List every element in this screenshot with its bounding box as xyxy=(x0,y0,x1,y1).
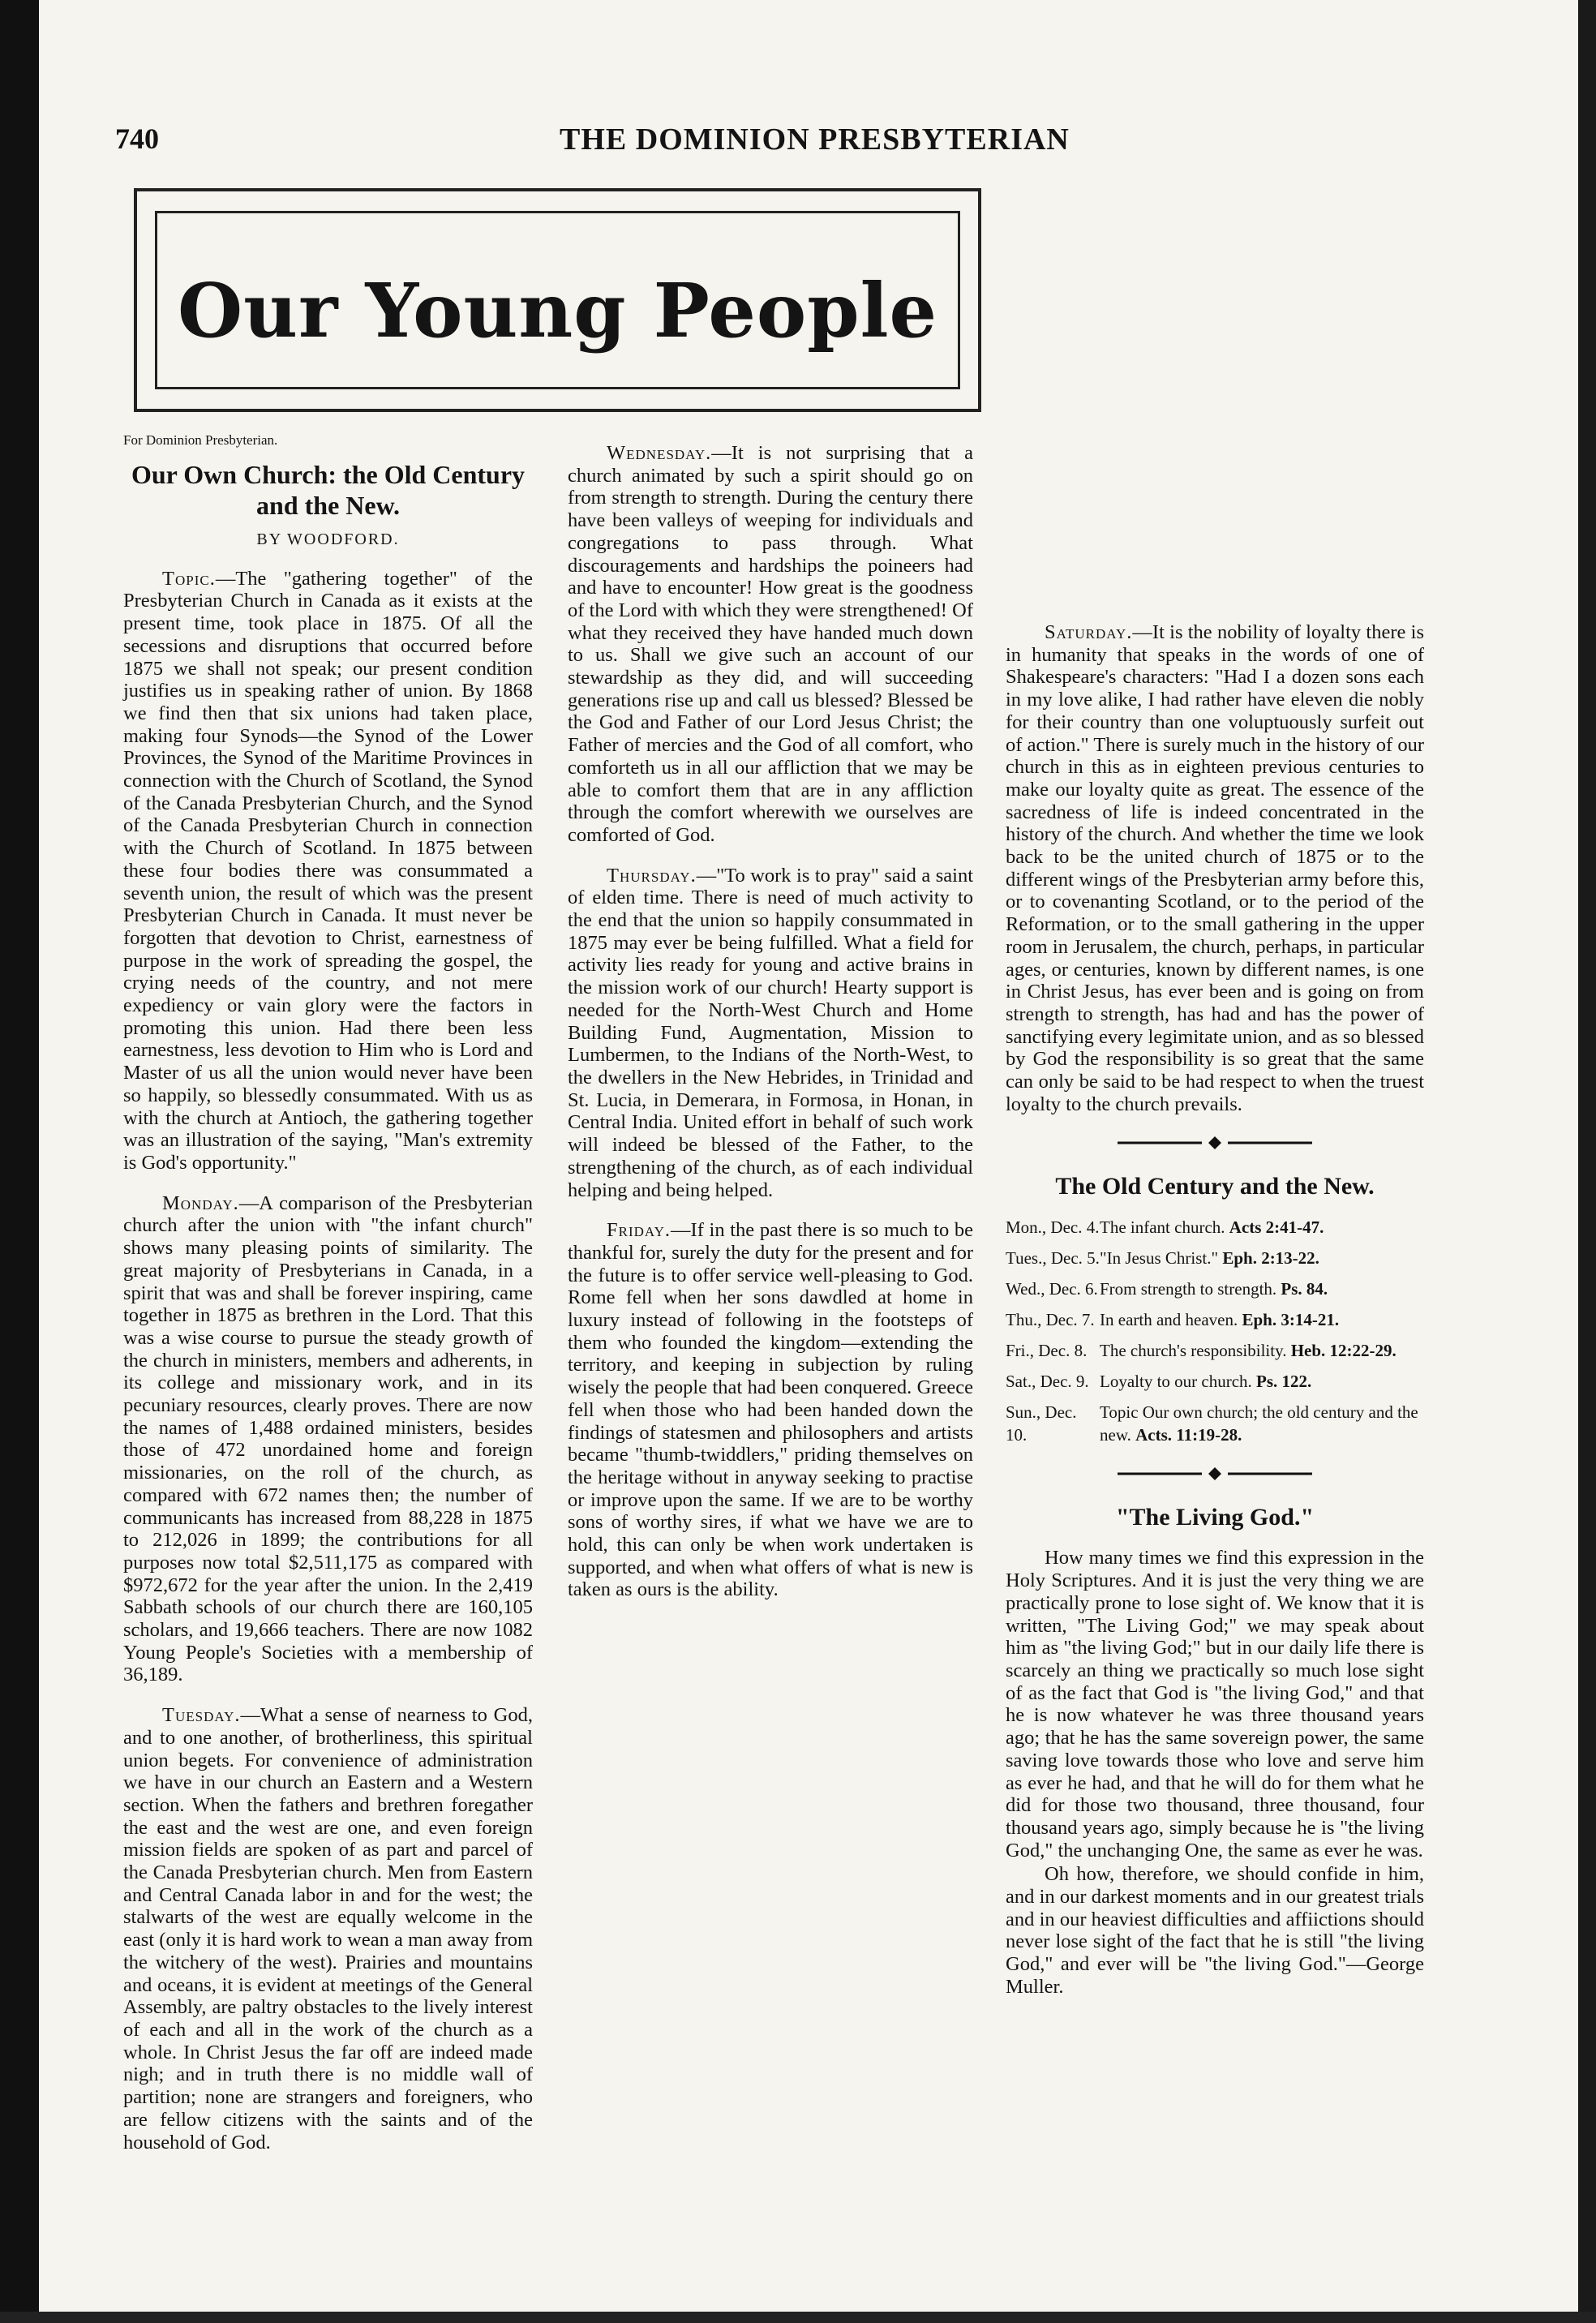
reading-topic: Topic Our own church; the old century and the new. xyxy=(1100,1402,1418,1445)
article-title xyxy=(123,459,533,521)
friday-text: —If in the past there is so much to be thankful for, surely the duty for the present and for the future is to offer service well-pleasing to God. Rome fell when her sons dawdled at home in luxury instead of following in the footsteps of them who founded the kingdom—extending the territory, and keeping in subjection by ruling wisely the people that had been conquered. Greece fell when those who had been handed down the findings of statesmen and philosophers and artists became "thumb-twiddlers," priding themselves on the heritage without in anyway seeking to practise or improve upon the same. If we are to be worthy sons of worthy sires, if what we have we are to hold, this can only be when work undertaken is supported, and when what offers of what is new is taken as ours is the ability. xyxy=(568,1219,973,1601)
divider-ornament xyxy=(1118,1464,1312,1484)
article-title-line-2: and the New. xyxy=(256,491,400,520)
living-god-paragraph-2: Oh how, therefore, we should confide in him, and in our darkest moments and in our greatest trials and in our heaviest difficulties and affiictions should never lose sight of the fact that he is still "the living God," and ever will be "the living God."—George Muller. xyxy=(1006,1863,1424,1998)
reading-topic: The infant church. xyxy=(1100,1217,1225,1238)
reading-item xyxy=(1006,1216,1424,1239)
reading-date: Tues., Dec. 5. xyxy=(1006,1248,1100,1269)
topic-label: Topic. xyxy=(162,567,216,590)
tuesday-label: Tuesday. xyxy=(162,1704,241,1727)
paragraph-topic xyxy=(123,568,533,1174)
section-banner xyxy=(134,188,981,412)
article-byline: BY WOODFORD. xyxy=(256,530,400,548)
reading-topic: From strength to strength. xyxy=(1100,1279,1277,1299)
paragraph-saturday xyxy=(1006,621,1424,1115)
section-banner-title: Our Young People xyxy=(177,267,938,354)
page-number: 740 xyxy=(115,122,159,155)
monday-text: —A comparison of the Presbyterian church after the union with "the infant church" shows many pleasing points of similarity. The great majority of Presbyterians in Canada, in a spirit that was and shall be forever inspiring, came together in 1875 as brethren in the Lord. That this was a wise course to pursue the steady growth of the church in ministers, members and adherents, in its college and missionary work, and in its pecuniary resources, clearly proves. There are now the names of 1,488 ordained ministers, besides those of 472 unordained home and foreign missionaries, on the roll of the church, as compared with 672 names then; the number of communicants has increased from 88,228 in 1875 to 212,026 in 1899; the contributions for all purposes now total $2,511,175 as compared with $972,672 for the year after the union. In the 2,419 Sabbath schools of our church there are 160,105 scholars, and 19,666 teachers. There are now 1082 Young People's Societies with a membership of 36,189. xyxy=(123,1192,533,1686)
monday-label: Monday. xyxy=(162,1192,239,1214)
reading-reference: Acts 2:41-47. xyxy=(1229,1217,1324,1238)
running-title: THE DOMINION PRESBYTERIAN xyxy=(560,122,1070,157)
wednesday-label: Wednesday. xyxy=(607,442,712,464)
reading-date: Sun., Dec. 10. xyxy=(1006,1402,1077,1445)
paragraph-monday xyxy=(123,1192,533,1686)
reading-item xyxy=(1006,1308,1424,1331)
reading-date: Fri., Dec. 8. xyxy=(1006,1341,1088,1361)
living-god-paragraph-1: How many times we find this expression in the Holy Scriptures. And it is just the very thing we are practically prone to lose sight of. We know that it is written, "The Living God;" we may speak about him as "the living God;" but in our daily life there is scarcely an thing we practically so much lose sight of as the fact that God is "the living God," and that he is now whatever he was three thousand years ago; that he has the same sovereign power, the same saving love towards those who love and serve him as ever he had, and that he will do for them what he did for those two thousand, three thousand, four thousand years ago, simply because he is "the living God," the unchanging One, the same as ever he was. xyxy=(1006,1547,1424,1861)
topic-text: —The "gathering together" of the Presbyterian Church in Canada as it exists at the present time, took place in 1875. Of all the secessions and disruptions that occurred before 1875 we shall not speak; our present condition justifies us in speaking rather of union. By 1868 we find then that six unions had taken place, making four Synods—the Synod of the Lower Provinces, the Synod of the Maritime Provinces in connection with the Church of Scotland, the Synod of the Canada Presbyterian Church, and the Synod of the Canada Presbyterian Church in connection with the Church of Scotland. In 1875 between these four bodies there was consummated a seventh union, the result of which was the present Presbyterian Church in Canada. It must never be forgotten that devotion to Christ, earnestness of purpose in the work of spreading the gospel, the crying needs of the country, and not mere expediency or vain glory were the factors in promoting this union. Had there been less earnestness, less devotion to Him who is Lord and Master of us all the union would never have been so happily, so blessedly consummated. With us as with the church at Antioch, the gathering together was an illustration of the saying, "Man's extremity is God's opportunity." xyxy=(123,567,533,1174)
paragraph-friday xyxy=(568,1219,973,1601)
reading-reference: Acts. 11:19-28. xyxy=(1135,1425,1242,1445)
reading-date: Mon., Dec. 4. xyxy=(1006,1217,1100,1238)
scan-edge-left xyxy=(0,0,39,2323)
scan-edge-bottom xyxy=(0,2312,1596,2323)
reading-item xyxy=(1006,1339,1424,1362)
reading-date: Thu., Dec. 7. xyxy=(1006,1310,1095,1330)
reading-date: Sat., Dec. 9. xyxy=(1006,1372,1089,1392)
reading-reference: Eph. 2:13-22. xyxy=(1222,1248,1319,1269)
reading-item xyxy=(1006,1370,1424,1393)
scan-edge-right xyxy=(1578,0,1596,2323)
reading-topic: The church's responsibility. xyxy=(1100,1341,1287,1361)
column-2 xyxy=(568,442,973,1601)
reading-topic: In earth and heaven. xyxy=(1100,1310,1238,1330)
reading-item xyxy=(1006,1277,1424,1300)
daily-readings-list xyxy=(1006,1216,1424,1446)
living-god-title: "The Living God." xyxy=(1115,1504,1315,1531)
reading-topic: "In Jesus Christ." xyxy=(1100,1248,1219,1269)
reading-item xyxy=(1006,1247,1424,1269)
article-credit: For Dominion Presbyterian. xyxy=(123,432,278,448)
thursday-label: Thursday. xyxy=(607,864,697,887)
thursday-text: —"To work is to pray" said a saint of elden time. There is need of much activity to the end that the union so happily consummated in 1875 may ever be being fulfilled. What a field for activity lies ready for young and active brains in the mission work of our church! Hearty support is needed for the North-West Church and Home Building Fund, Augmentation, Mission to Lumbermen, to the Indians of the North-West, to the dwellers in the New Hebrides, in Trinidad and St. Lucia, in Demerara, in Formosa, in Honan, in Central India. United effort in behalf of such work will indeed be blessed of the Father, to the strengthening of the church, as of each individual helping and being helped. xyxy=(568,864,973,1201)
section-banner-inner-frame xyxy=(155,211,960,389)
saturday-text: —It is the nobility of loyalty there is in humanity that speaks in the words of one of Shakespeare's characters: "Had I a dozen sons each in my love alike, I had rather have eleven die nobly for their country than one voluptuously surfeit out of action." There is surely much in the history of our church in this as in eighteen previous centuries to make our loyalty quite as great. The essence of the sacredness of life is indeed concentrated in the history of the church. And whether the time we look back to be the united church of 1875 or to the different wings of the Presbyterian army before this, or to covenanting Scotland, or to the period of the Reformation, or to the small gathering in the upper room in Jerusalem, the church, perhaps, in particular ages, or centuries, known by different names, is one in Christ Jesus, has ever been and is going on from strength to strength, has had and has the power of sanctifying every legimitate union, and as so blessed by God the responsibility is so great that the same can only be said to be had respect to when the truest loyalty to the church prevails. xyxy=(1006,621,1424,1115)
reading-reference: Ps. 122. xyxy=(1256,1372,1312,1392)
divider-ornament xyxy=(1118,1133,1312,1153)
column-1 xyxy=(123,432,533,2153)
column-3 xyxy=(1006,191,1424,1999)
reading-date: Wed., Dec. 6. xyxy=(1006,1279,1098,1299)
reading-topic: Loyalty to our church. xyxy=(1100,1372,1252,1392)
tuesday-text: —What a sense of nearness to God, and to one another, of brotherliness, this spiritual union begets. For convenience of administration we have in our church an Eastern and a Western section. When the fathers and brethren foregather the east and the west are one, and even foreign mission fields are spoken of as part and parcel of the Canada Presbyterian church. Men from Eastern and Central Canada labor in and for the west; the stalwarts of the west are equally welcome in the east (only it is hard work to wean a man away from the witchery of the west). Prairies and mountains and oceans, it is evident at meetings of the General Assembly, are paltry obstacles to the lively interest of each and all in the work of the church as a whole. In Christ Jesus the far off are indeed made nigh; and in truth there is no middle wall of partition; none are strangers and foreigners, who are fellow citizens with the saints and of the household of God. xyxy=(123,1704,533,2153)
paragraph-thursday xyxy=(568,865,973,1202)
reading-item xyxy=(1006,1401,1424,1446)
saturday-label: Saturday. xyxy=(1045,621,1133,643)
paragraph-tuesday xyxy=(123,1704,533,2153)
paragraph-wednesday xyxy=(568,442,973,847)
article-title-line-1: Our Own Church: the Old Century xyxy=(131,460,526,489)
wednesday-text: —It is not surprising that a church animated by such a spirit should go on from strength to strength. During the century there have been valleys of weeping for individuals and congregations to pass through. What discouragements and hardships the poineers had and have to encounter! How great is the goodness of the Lord with which they were strengthened! Of what they received they have handed much down to us. Shall we give such an account of our stewardship as they did, and will succeeding generations rise up and call us blessed? Blessed be the God and Father of our Lord Jesus Christ; the Father of mercies and the God of all comfort, who comforteth us in all our affliction that we may be able to comfort them that are in any affliction through the comfort wherewith we ourselves are comforted of God. xyxy=(568,442,973,846)
reading-reference: Ps. 84. xyxy=(1281,1279,1328,1299)
friday-label: Friday. xyxy=(607,1219,671,1242)
reading-reference: Heb. 12:22-29. xyxy=(1290,1341,1396,1361)
reading-reference: Eph. 3:14-21. xyxy=(1242,1310,1340,1330)
readings-title: The Old Century and the New. xyxy=(1055,1173,1375,1200)
